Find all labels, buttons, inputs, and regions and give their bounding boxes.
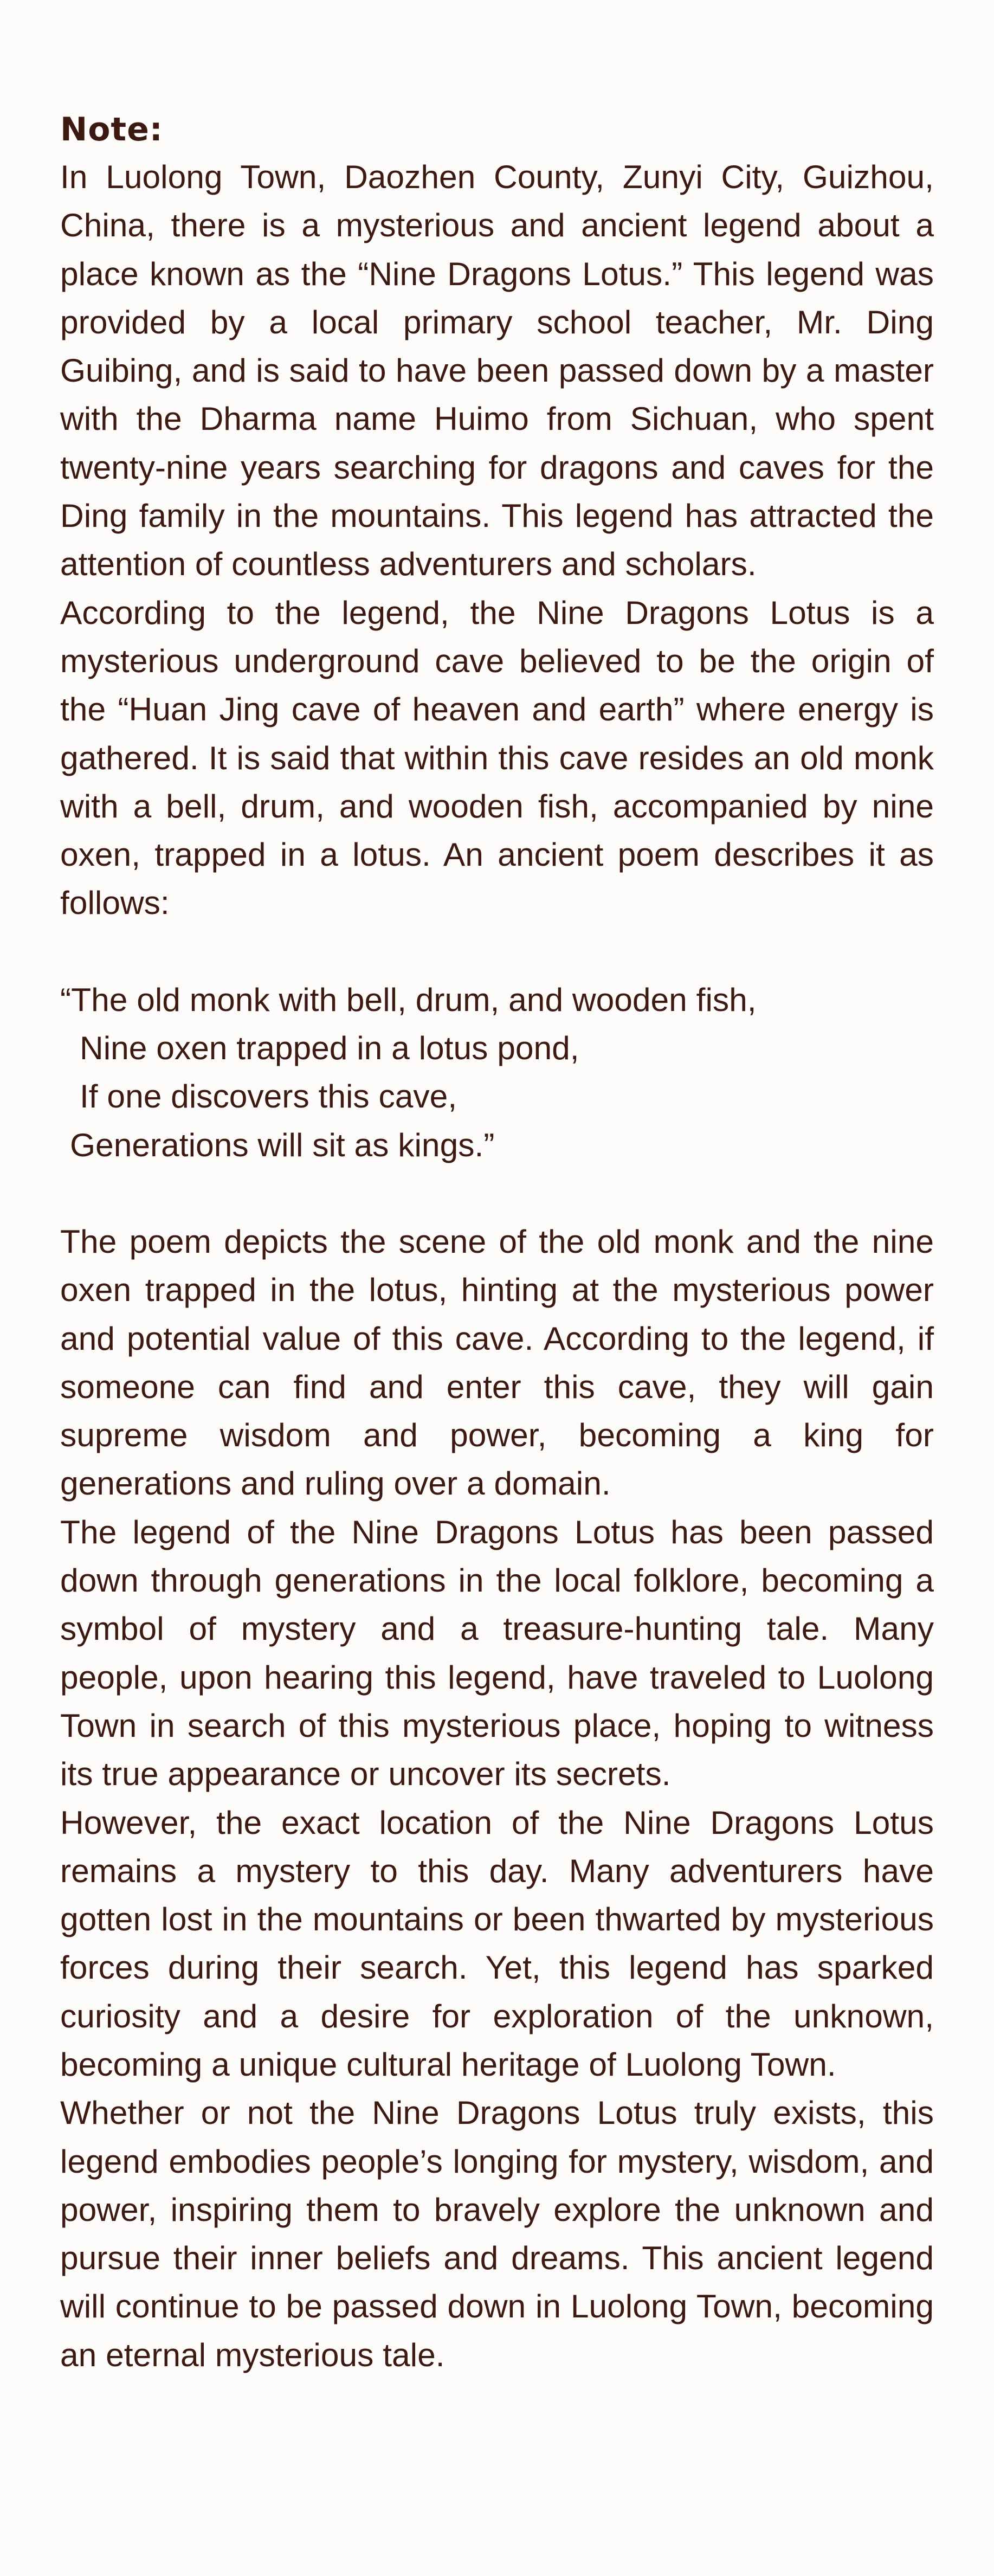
poem-line-1: “The old monk with bell, drum, and wooden fish, — [60, 981, 757, 1018]
poem-line-3: If one discovers this cave, — [80, 1078, 457, 1115]
intro-paragraph-2: According to the legend, the Nine Dragons Lotus is a mysterious underground cave believed to be the origin of the “Huan Jing cave of heaven and earth” where energy is gathered. It is said that within this cave resides an old monk with a bell, drum, and wooden fish, accompanied by nine oxen, trapped in a lotus. An ancient poem describes it as follows: — [60, 594, 934, 922]
body-paragraph-4: Whether or not the Nine Dragons Lotus truly exists, this legend embodies people’s longing for mystery, wisdom, and power, inspiring them to bravely explore the unknown and pursue their inner beliefs and dreams. This ancient legend will continue to be passed down in Luolong Town, becoming an eternal mysterious tale. — [60, 2094, 934, 2373]
poem-line-4: Generations will sit as kings.” — [70, 1126, 495, 1163]
note-heading: Note: — [60, 111, 163, 149]
body-paragraph-3: However, the exact location of the Nine Dragons Lotus remains a mystery to this day. Many adventurers have gotten lost in the mountains or been thwarted by mysterious forces during their search. Yet, this legend has sparked curiosity and a desire for exploration of the unknown, becoming a unique cultural heritage of Luolong Town. — [60, 1804, 934, 2083]
spacer-after-poem — [60, 1169, 934, 1218]
body-paragraph-1: The poem depicts the scene of the old monk and the nine oxen trapped in the lotus, hinting at the mysterious power and potential value of this cave. According to the legend, if someone can find and enter this cave, they will gain supreme wisdom and power, becoming a king for generations and ruling over a domain. — [60, 1222, 934, 1502]
intro-paragraph-1: In Luolong Town, Daozhen County, Zunyi City, Guizhou, China, there is a mysterious and ancient legend about a place known as the “Nine Dragons Lotus.” This legend was provided by a local primary school teacher, Mr. Ding Guibing, and is said to have been passed down by a master with the Dharma name Huimo from Sichuan, who spent twenty-nine years searching for dragons and caves for the Ding family in the mountains. This legend has attracted the attention of countless adventurers and scholars. — [60, 158, 934, 583]
document-page — [60, 106, 934, 2379]
spacer-before-poem — [60, 928, 934, 976]
body-paragraph-2: The legend of the Nine Dragons Lotus has been passed down through generations in the local folklore, becoming a symbol of mystery and a treasure-hunting tale. Many people, upon hearing this legend, have traveled to Luolong Town in search of this mysterious place, hoping to witness its true appearance or uncover its secrets. — [60, 1513, 934, 1793]
poem-block — [60, 976, 934, 1169]
poem-line-2: Nine oxen trapped in a lotus pond, — [80, 1029, 579, 1067]
